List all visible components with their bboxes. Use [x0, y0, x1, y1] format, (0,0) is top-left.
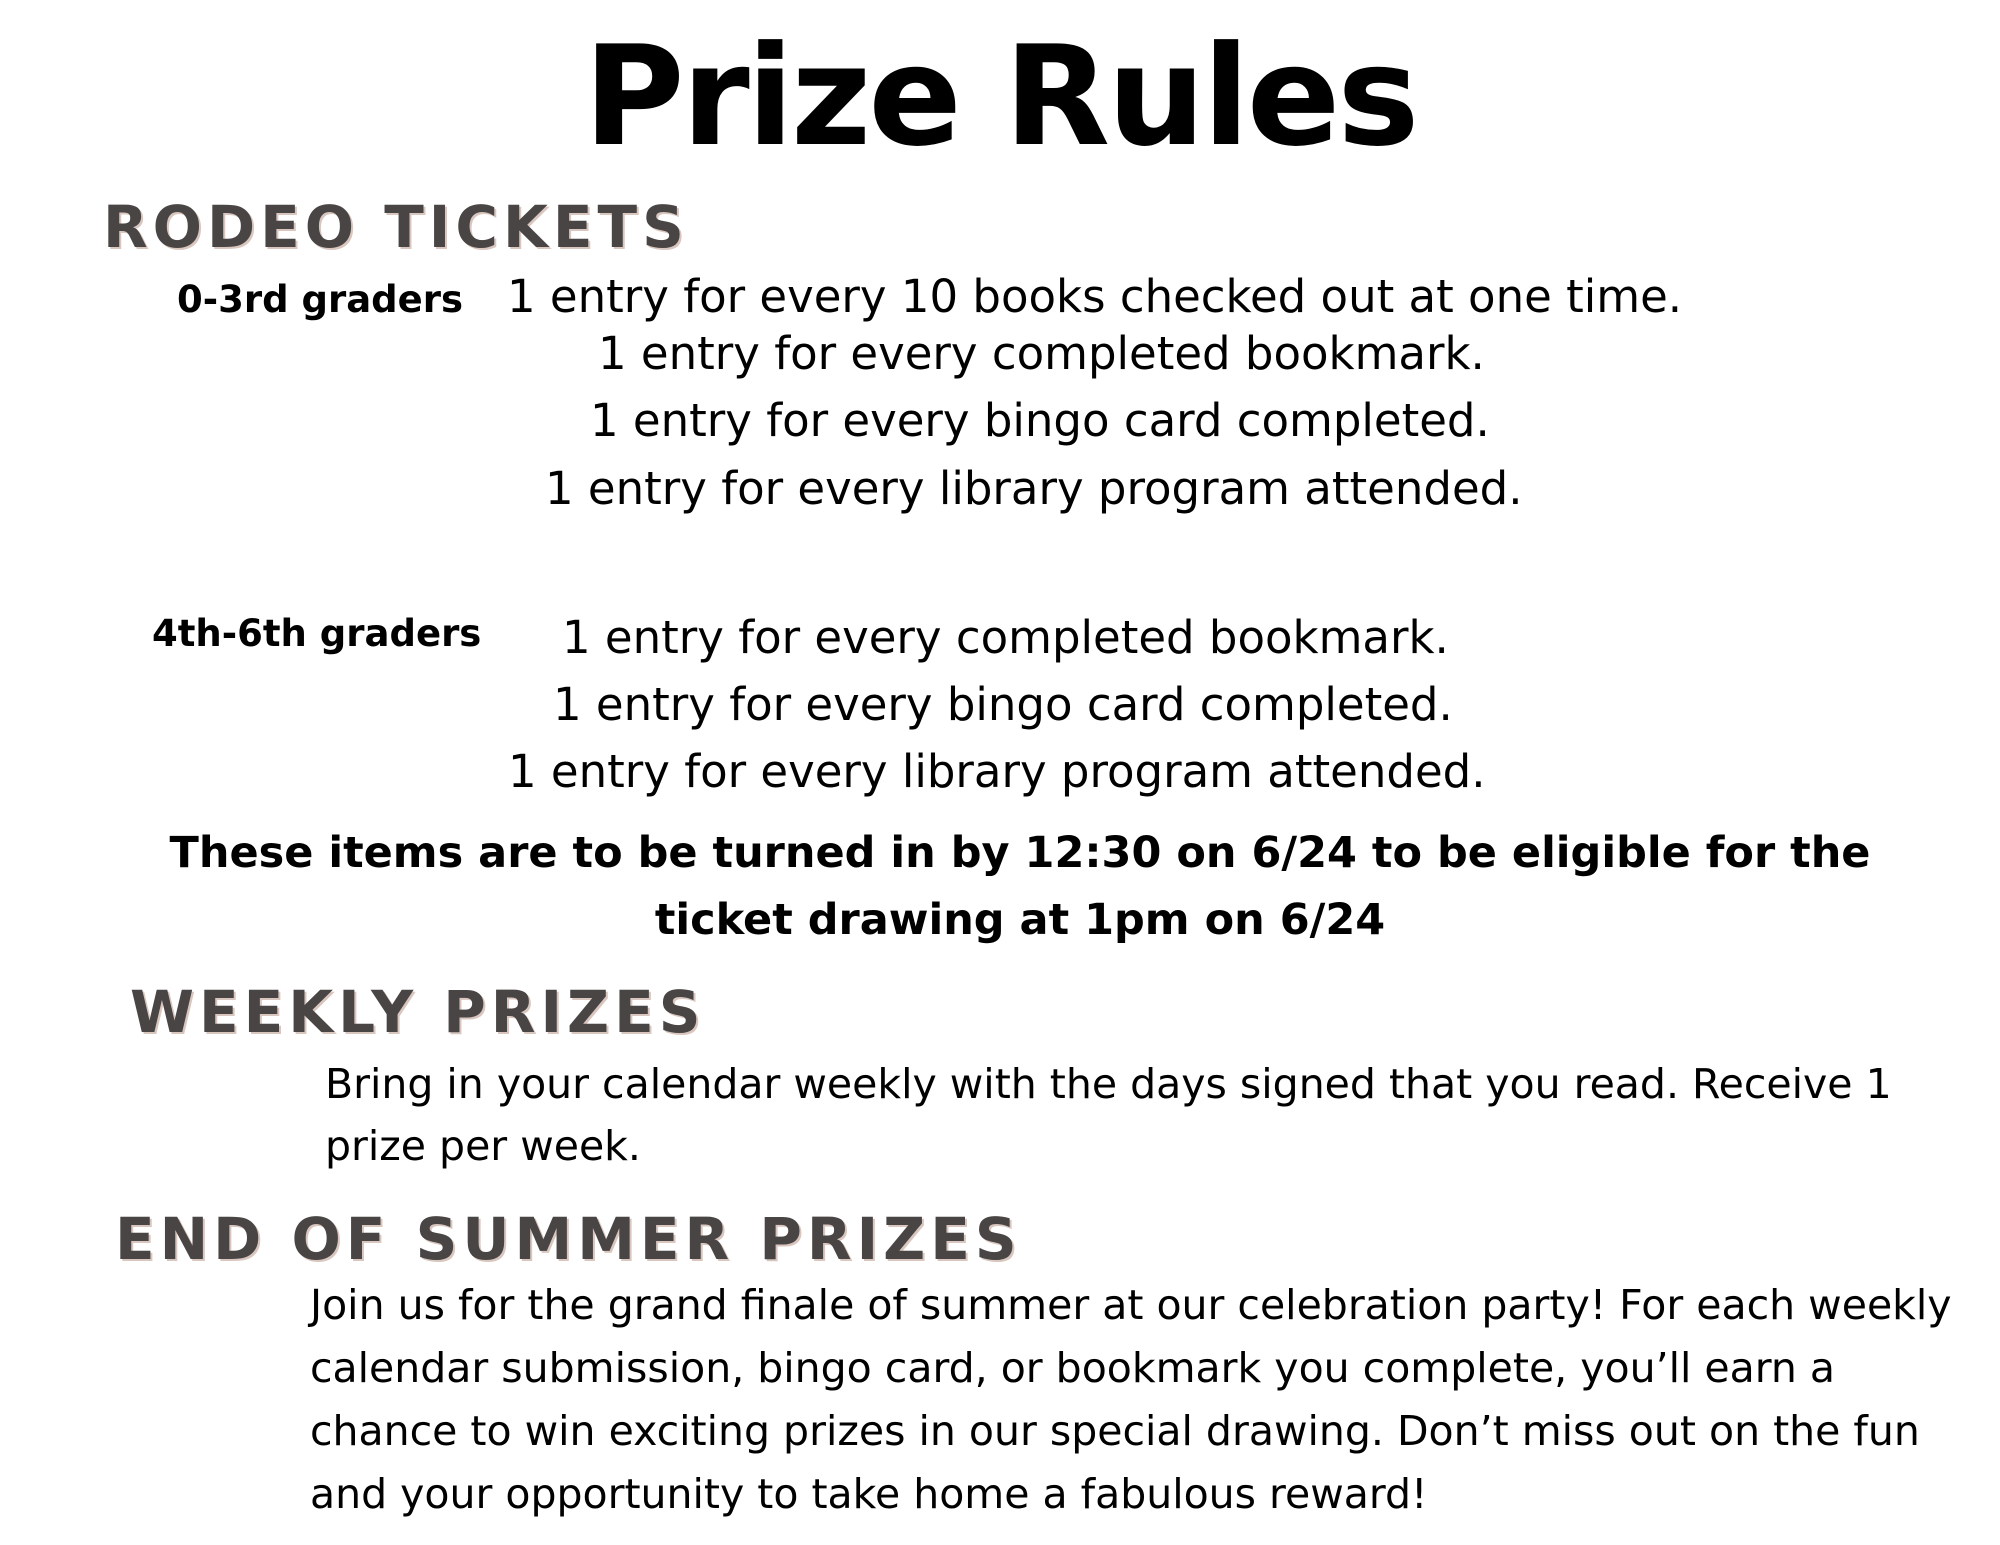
- grade-label-4-6: 4th-6th graders: [152, 612, 482, 655]
- rule-4-6-bingo: 1 entry for every bingo card completed.: [553, 678, 1453, 731]
- rule-0-3-program: 1 entry for every library program attended.: [545, 462, 1523, 515]
- rule-4-6-bookmark: 1 entry for every completed bookmark.: [562, 611, 1449, 664]
- ticket-drawing-notice: These items are to be turned in by 12:30 on 6/24 to be eligible for the ticket drawing at 1pm on 6/24: [169, 828, 1871, 945]
- rule-0-3-bookmark: 1 entry for every completed bookmark.: [598, 327, 1485, 380]
- rule-0-3-bingo: 1 entry for every bingo card completed.: [590, 394, 1490, 447]
- rule-0-3-books: 1 entry for every 10 books checked out at one time.: [507, 270, 1683, 323]
- weekly-prizes-heading: WEEKLY PRIZES: [130, 978, 706, 1046]
- page-title: Prize Rules: [583, 16, 1417, 177]
- grade-label-0-3: 0-3rd graders: [177, 278, 464, 321]
- weekly-prizes-text: Bring in your calendar weekly with the days signed that you read. Receive 1 prize per week.: [325, 1060, 1892, 1170]
- end-of-summer-heading: END OF SUMMER PRIZES: [115, 1205, 1022, 1273]
- rule-4-6-program: 1 entry for every library program attended.: [508, 745, 1486, 798]
- rodeo-tickets-heading: RODEO TICKETS: [103, 193, 689, 261]
- end-of-summer-text: Join us for the grand finale of summer at our celebration party! For each weekly calendar submission, bingo card, or bookmark you complete, you’ll earn a chance to win exciting prizes in our special drawing. Don’t miss out on the fun and your opportunity to take home a fabulous reward!: [310, 1281, 1952, 1518]
